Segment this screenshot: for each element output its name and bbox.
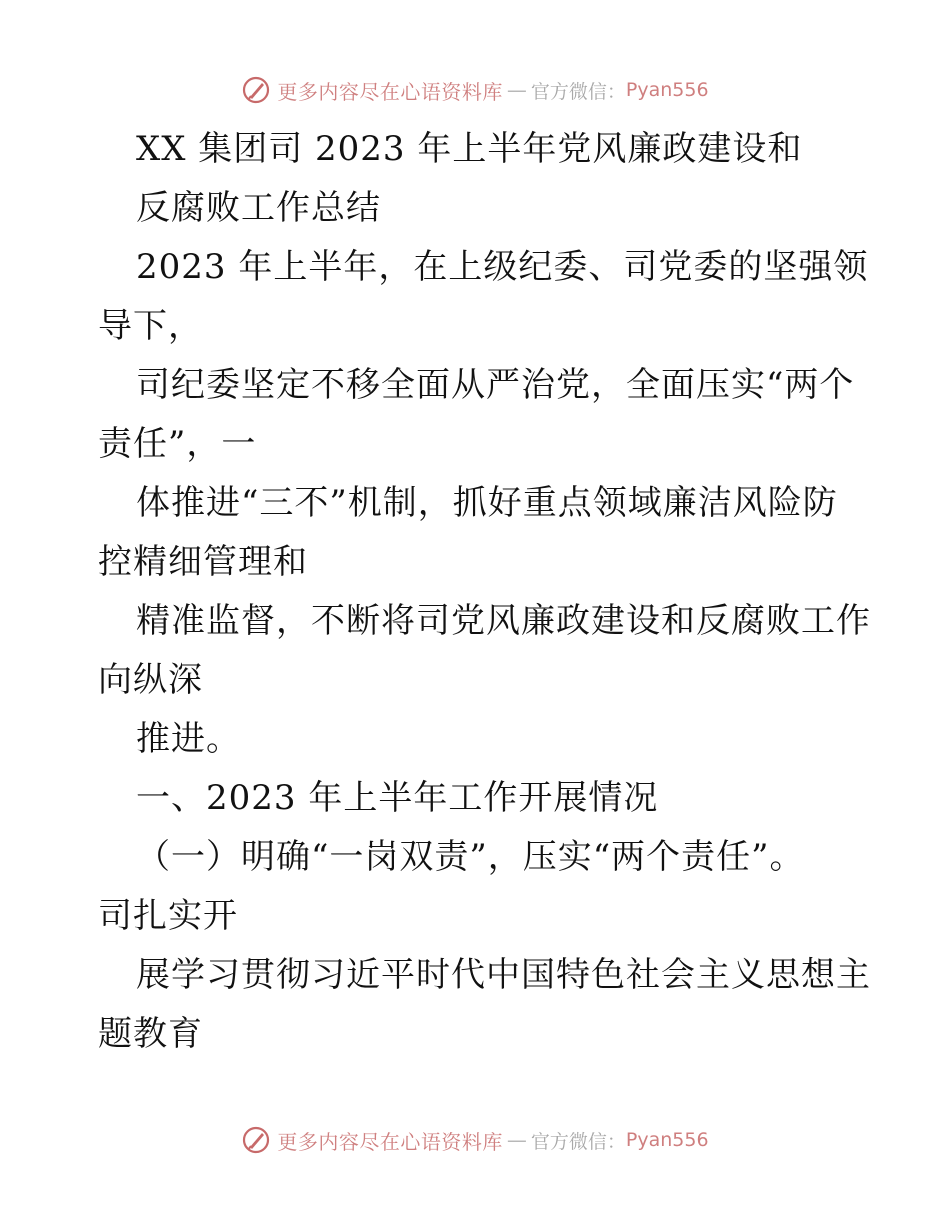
- quill-pen-circle-icon: [241, 1125, 271, 1155]
- subsection-heading: （一）明确“一岗双责”，压实“两个责任”。: [136, 837, 805, 877]
- title-line-2: 反腐败工作总结: [136, 188, 381, 228]
- paragraph-line: 向纵深: [98, 660, 203, 700]
- paragraph-line: 导下，: [98, 306, 203, 346]
- paragraph-line: 司纪委坚定不移全面从严治党，全面压实“两个: [136, 365, 855, 405]
- footer-banner: [0, 1120, 950, 1160]
- quill-pen-circle-icon: [241, 75, 271, 105]
- section-heading: 一、2023 年上半年工作开展情况: [136, 778, 659, 818]
- banner-separator: —: [506, 1128, 527, 1152]
- paragraph-line: 责任”，一: [98, 424, 257, 464]
- banner-wechat-id: Pyan556: [625, 1129, 709, 1151]
- banner-separator: —: [506, 78, 527, 102]
- banner-text: 更多内容尽在心语资料库: [277, 79, 503, 104]
- paragraph-line: 推进。: [136, 719, 241, 759]
- title-line-1: XX 集团司 2023 年上半年党风廉政建设和: [136, 129, 803, 169]
- paragraph-line: 展学习贯彻习近平时代中国特色社会主义思想主: [136, 955, 871, 995]
- banner-wechat-id: Pyan556: [625, 79, 709, 101]
- banner-wechat-label: 官方微信：: [530, 80, 626, 103]
- banner-wechat-label: 官方微信：: [530, 1130, 626, 1153]
- banner-text: 更多内容尽在心语资料库: [277, 1129, 503, 1154]
- paragraph-line: 题教育: [98, 1014, 203, 1054]
- paragraph-line: 体推进“三不”机制，抓好重点领域廉洁风险防: [136, 483, 838, 523]
- paragraph-line: 精准监督，不断将司党风廉政建设和反腐败工作: [136, 601, 871, 641]
- header-banner: [0, 70, 950, 110]
- document-body: [98, 120, 871, 1064]
- paragraph-line: 司扎实开: [98, 896, 238, 936]
- paragraph-line: 2023 年上半年，在上级纪委、司党委的坚强领: [136, 247, 869, 287]
- paragraph-line: 控精细管理和: [98, 542, 308, 582]
